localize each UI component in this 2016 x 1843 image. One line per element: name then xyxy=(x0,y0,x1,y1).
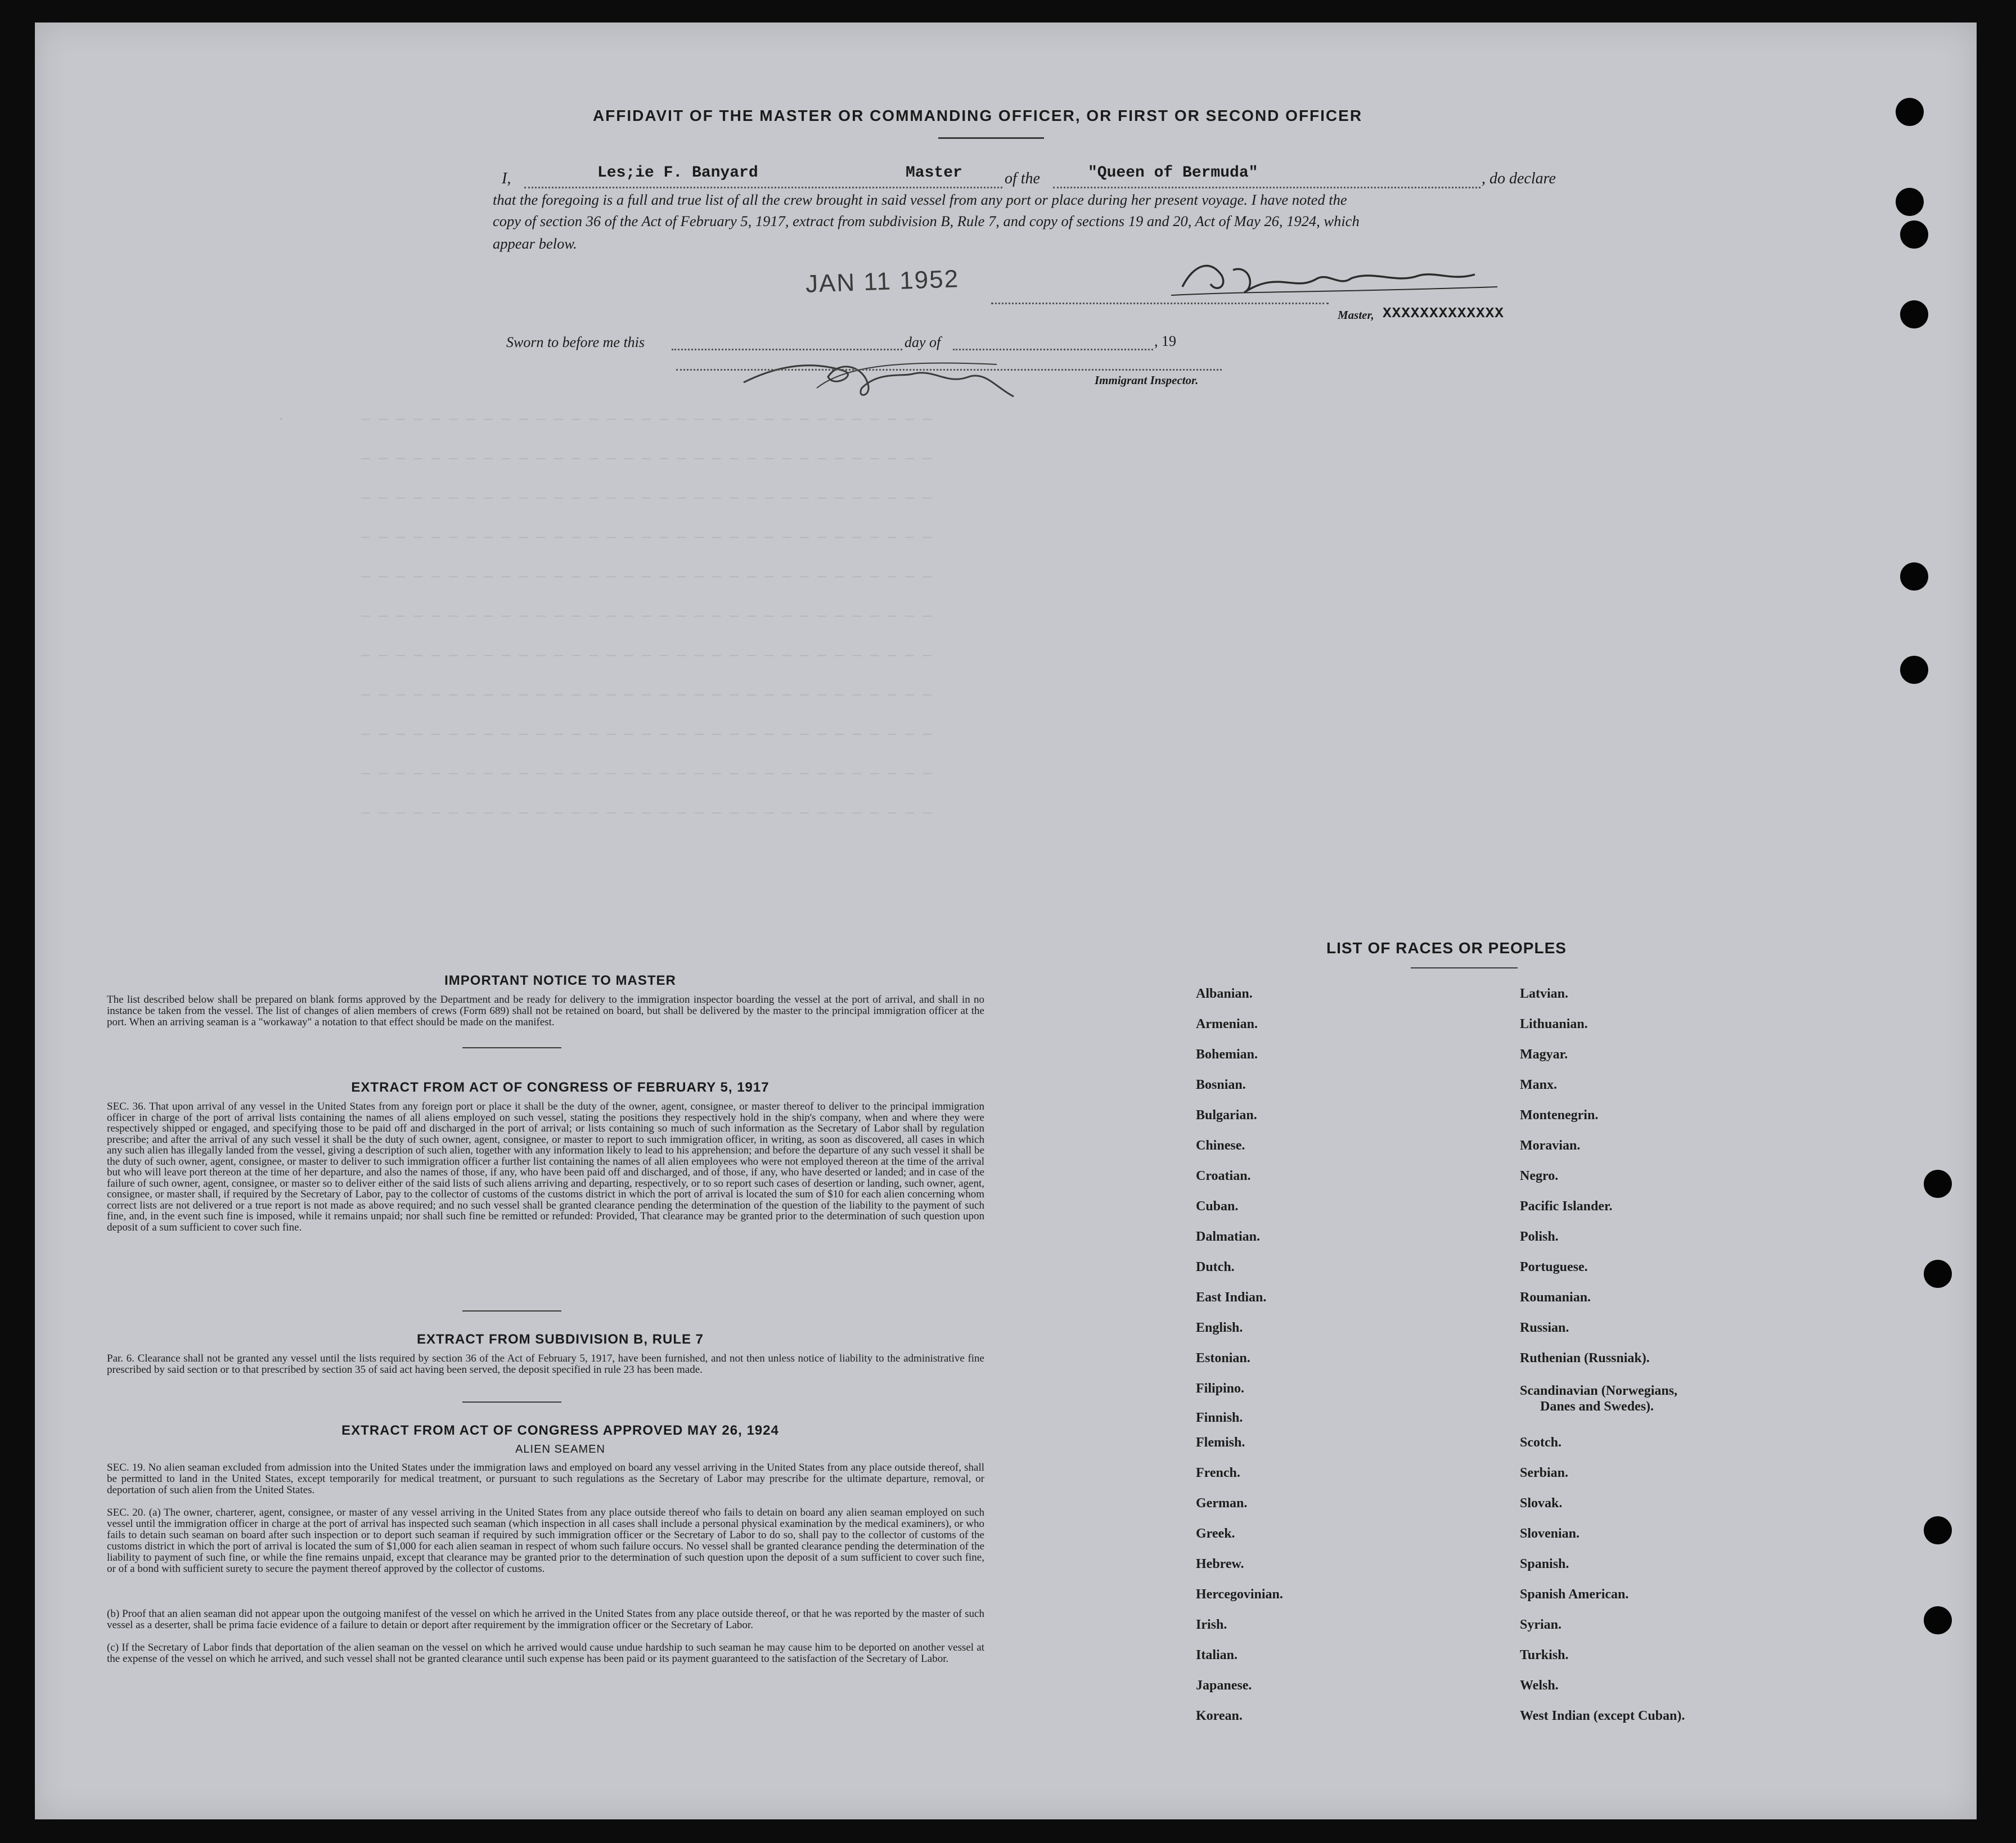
race-item: Albanian. xyxy=(1196,986,1253,1001)
vessel-name: "Queen of Bermuda" xyxy=(1088,164,1258,182)
race-item: Japanese. xyxy=(1196,1678,1252,1693)
year-label: , 19 xyxy=(1154,333,1176,349)
race-item: Syrian. xyxy=(1520,1617,1562,1632)
do-declare: , do declare xyxy=(1482,170,1556,187)
race-item: Hebrew. xyxy=(1196,1557,1244,1571)
punch-hole xyxy=(1924,1170,1952,1198)
punch-hole xyxy=(1900,300,1928,328)
punch-hole xyxy=(1924,1516,1952,1544)
race-item: Hercegovinian. xyxy=(1196,1587,1283,1602)
race-item: Dutch. xyxy=(1196,1260,1235,1274)
punch-hole xyxy=(1896,188,1924,216)
declaration-line-2: copy of section 36 of the Act of February 5, 1917, extract from subdivision B, Rule 7, and copy of sections 19 and 20, Act of May 26, 1924, which xyxy=(493,213,1360,229)
extract-1924-subtitle: ALIEN SEAMEN xyxy=(515,1443,605,1456)
sec20c-body: (c) If the Secretary of Labor finds that deportation of the alien seaman on the vessel on which he arrived would cause undue hardship to such seaman he may cause him to be deported on another vessel at the expense of the vessel on which he arrived, and such vessel shall not be granted clearance until such expense has been paid or its payment guaranteed to the satisfaction of the Secretary of Labor. xyxy=(107,1642,984,1665)
races-rule xyxy=(1411,967,1518,968)
punch-hole xyxy=(1900,220,1928,249)
race-item: Negro. xyxy=(1520,1169,1559,1183)
punch-hole xyxy=(1900,656,1928,684)
sec20b-body: (b) Proof that an alien seaman did not appear upon the outgoing manifest of the vessel on which he arrived in the United States from any place outside thereof, or that he was reported by the master of such vessel as a deserter, shall be prima facie evidence of a failure to detain or deport after requirement by the immigration officer or the Secretary of Labor. xyxy=(107,1608,984,1631)
vessel-field-line xyxy=(1053,187,1480,188)
section-rule xyxy=(462,1047,561,1048)
master-signature-line xyxy=(991,303,1329,304)
race-item: East Indian. xyxy=(1196,1290,1267,1305)
race-item: Estonian. xyxy=(1196,1351,1250,1366)
punch-hole xyxy=(1900,562,1928,591)
rule7-body: Par. 6. Clearance shall not be granted any vessel until the lists required by section 36 of the Act of February 5, 1917, have been furnished, and not then unless notice of liability to the administrative fine prescribed by said section or to that prescribed by section 35 of said act having been served, the deposit specified in rule 23 has been made. xyxy=(107,1353,984,1376)
section-rule xyxy=(462,1310,561,1312)
sworn-label: Sworn to before me this xyxy=(506,334,645,350)
race-item: Latvian. xyxy=(1520,986,1569,1001)
declaration-line-1: that the foregoing is a full and true list of all the crew brought in said vessel from any port or place during her present voyage. I have noted the xyxy=(493,191,1347,208)
race-item: Korean. xyxy=(1196,1709,1243,1723)
race-item: Welsh. xyxy=(1520,1678,1559,1693)
rule7-title: EXTRACT FROM SUBDIVISION B, RULE 7 xyxy=(416,1332,704,1347)
extract-1917-title: EXTRACT FROM ACT OF CONGRESS OF FEBRUARY 5, 1917 xyxy=(351,1080,770,1095)
race-item: Ruthenian (Russniak). xyxy=(1520,1351,1650,1366)
race-item: Pacific Islander. xyxy=(1520,1199,1613,1214)
race-item: Portuguese. xyxy=(1520,1260,1588,1274)
sec19-body: SEC. 19. No alien seaman excluded from admission into the United States under the immigration laws and employed on board any vessel arriving in the United States from any place outside thereof, shall be permitted to land in the United States, except temporarily for medical treatment, or pursuant to such regulations as the Secretary of Labor may prescribe for the ultimate departure, removal, or deportation of such alien from the United States. xyxy=(107,1462,984,1496)
race-item: Moravian. xyxy=(1520,1138,1581,1153)
race-item: Danes and Swedes). xyxy=(1540,1399,1654,1414)
master-signature xyxy=(1160,253,1509,304)
race-item: Bohemian. xyxy=(1196,1047,1258,1062)
master-name: Les;ie F. Banyard xyxy=(597,164,758,182)
declaration-line-3: appear below. xyxy=(493,235,577,252)
affidavit-title: AFFIDAVIT OF THE MASTER OR COMMANDING OFFICER, OR FIRST OR SECOND OFFICER xyxy=(592,107,1363,124)
race-item: English. xyxy=(1196,1321,1243,1335)
extract-1924-title: EXTRACT FROM ACT OF CONGRESS APPROVED MAY 26, 1924 xyxy=(341,1423,779,1438)
race-item: Slovak. xyxy=(1520,1496,1563,1511)
inspector-caption: Immigrant Inspector. xyxy=(1095,373,1199,387)
race-item: Slovenian. xyxy=(1520,1526,1580,1541)
section-rule xyxy=(462,1402,561,1403)
inspector-signature-line xyxy=(676,369,1222,371)
title-rule xyxy=(938,137,1044,139)
race-item: German. xyxy=(1196,1496,1248,1511)
race-item: Roumanian. xyxy=(1520,1290,1591,1305)
race-item: Lithuanian. xyxy=(1520,1017,1588,1031)
punch-hole xyxy=(1924,1260,1952,1288)
races-title: LIST OF RACES OR PEOPLES xyxy=(1326,939,1567,957)
race-item: Serbian. xyxy=(1520,1466,1569,1480)
rank: Master xyxy=(906,164,962,182)
race-item: Greek. xyxy=(1196,1526,1235,1541)
race-item: Armenian. xyxy=(1196,1017,1258,1031)
race-item: Montenegrin. xyxy=(1520,1108,1599,1123)
inspector-signature xyxy=(732,343,1025,411)
of-the-label: of the xyxy=(1005,170,1040,187)
race-item: Italian. xyxy=(1196,1648,1238,1662)
notice-body: The list described below shall be prepared on blank forms approved by the Department and be ready for delivery to the immigration inspector boarding the vessel at the port of arrival, and shall in no instance be taken from the vessel. The list of changes of alien members of crews (Form 689) shall not be retained on board, but shall be delivered by the master to the principal immigration officer at the port. When an arriving seaman is a "workaway" a notation to that effect should be made on the manifest. xyxy=(107,994,984,1028)
race-item: Scotch. xyxy=(1520,1435,1562,1450)
race-item: Bulgarian. xyxy=(1196,1108,1257,1123)
manifest-page: · — — — — — — — — — — — — — — — — — — — — — — — — — — — — — — — — — — — — — — — — — — — — — — — — — — — — — — — — — — — — — — — — — — — — — — — — — — — — — — — — — — — — — — — — — — — — — — — — — — — — — — — — — — — — — — — — — — — — — — — — — — — — — — — — — — — — — — — — — — — — — — — — — — — — — — — — — — — — — — — — — — — — — — — — — — — — — — — — — — — — — — — — — — — — — — — — — — — — — — — — — — — — — — — — — — — — — — — — — — — — — — — — — — — — — — — — — — — — — — — — — — — — — — — — — — — — — — — — — — — — — — — — — — — — — — — — — — — — — — — — — — — — — — — — — — — — — — — — — — — — — — — — — — — — — — — — — — — — — — — — — — — — — — — — — — — — — — — — — — — — — — — — — — — — — — — — — — — — — — — — — — — AFFIDAVIT OF THE MASTER OR COMMANDING OFFICER, OR FIRST OR SECOND OFFICER I, Les;ie F. Banyard Master of the "Queen of Bermuda" , do declare that the foregoing is a full and true list of all the crew brought in said vessel from any port or place during her present voyage. I have noted the copy of section 36 of the Act of February 5, 1917, extract from subdivision B, Rule 7, and copy of sections 19 and 20, Act of May 26, 1924, which appear below. JAN 11 1952 Master, XXXXXXXXXXXXX Sworn to before me this day of , 19 Immigrant Inspector. IMPORTANT NOTICE TO MASTER The list described below shall be prepared on blank forms approved by the Department and be ready for delivery to the immigration inspector boarding the vessel at the port of arrival, and shall in no instance be taken from the vessel. The list of changes of alien members of crews (Form 689) shall not be retained on board, but shall be delivered by the master to the principal immigration officer at the port. When an arriving seaman is a "workaway" a notation to that effect should be made on the manifest. EXTRACT FROM ACT OF CONGRESS OF FEBRUARY 5, 1917 SEC. 36. That upon arrival of any vessel in the United States from any foreign port or place it shall be the duty of the owner, agent, consignee, or master thereof to deliver to the principal immigration officer in charge of the port of arrival lists containing the names of all aliens employed on such vessel, stating the positions they respectively hold in the ship's company, when and where they were respectively shipped or engaged, and specifying those to be paid off and discharged in the port of arrival; or lists containing so much of such information as the Secretary of Labor shall by regulation prescribe; and after the arrival of any such vessel it shall be the duty of such owner, agent, consignee, or master to report to such immigration officer, in writing, as soon as discovered, all cases in which any such alien has illegally landed from the vessel, giving a description of such alien, together with any information likely to lead to his apprehension; and before the departure of any such vessel it shall be the duty of such owner, agent, consignee, or master to deliver to such immigration officer a further list containing the names of all alien employees who were not employed thereon at the time of the arrival but who will leave port thereon at the time of her departure, and also the names of those, if any, who have been paid off and discharged, and of those, if any, who have deserted or landed; and in case of the failure of such owner, agent, consignee, or master so to deliver either of the said lists of such aliens arriving and departing, respectively, or to so report such cases of desertion or landing, such owner, agent, consignee, or master shall, if required by the Secretary of Labor, pay to the collector of customs of the customs district in which the port of arrival is located the sum of $10 for each alien concerning whom correct lists are not delivered or a true report is not made as above required; and no such vessel shall be granted clearance pending the determination of the question of the liability to the payment of such fine, and, in the event such fine is imposed, while it remains unpaid; nor shall such fine be remitted or refunded: Provided, That clearance may be granted prior to the determination of such question upon deposit of a sum sufficient to cover such fine. EXTRACT FROM SUBDIVISION B, RULE 7 Par. 6. Clearance shall not be granted any vessel until the lists required by section 36 of the Act of February 5, 1917, have been furnished, and not then unless notice of liability to the administrative fine prescribed by said section or to that prescribed by section 35 of said act having been served, the deposit specified in rule 23 has been made. EXTRACT FROM ACT OF CONGRESS APPROVED MAY 26, 1924 ALIEN SEAMEN SEC. 19. No alien seaman excluded from admission into the United States under the immigration laws and employed on board any vessel arriving in the United States from any place outside thereof, shall be permitted to land in the United States, except temporarily for medical treatment, or pursuant to such regulations as the Secretary of Labor may prescribe for the ultimate departure, removal, or deportation of such alien from the United States. SEC. 20. (a) The owner, charterer, agent, consignee, or master of any vessel arriving in the United States from any place outside thereof who fails to detain on board any alien seaman employed on such vessel until the immigration officer in charge at the port of arrival has inspected such seaman (which inspection in all cases shall include a personal physical examination by the medical examiners), or who fails to detain such seaman on board after such inspection or to deport such seaman if required by such immigration officer or the Secretary of Labor to do so, shall pay to the collector of customs of the customs district in which the port of arrival is located the sum of $1,000 for each alien seaman in respect of whom such failure occurs. No vessel shall be granted clearance pending the determination of the liability to payment of such fine, or while the fine remains unpaid, except that clearance may be granted prior to the determination of such question upon the deposit of a sum sufficient to cover such fine, or of a bond with sufficient surety to secure the payment thereof approved by the collector of customs. (b) Proof that an alien seaman did not appear upon the outgoing manifest of the vessel on which he arrived in the United States from any place outside thereof, or that he was reported by the master of such vessel as a deserter, shall be prima facie evidence of a failure to detain or deport after requirement by the immigration officer or the Secretary of Labor. (c) If the Secretary of Labor finds that deportation of the alien seaman on the vessel on which he arrived would cause undue hardship to such seaman he may cause him to be deported on another vessel at the expense of the vessel on which he arrived, and such vessel shall not be granted clearance until such expense has been paid or its payment guaranteed to the satisfaction of the Secretary of Labor. LIST OF RACES OR PEOPLES Albanian. Armenian. Bohemian. Bosnian. Bulgarian. Chinese. Croatian. Cuban. Dalmatian. Dutch. East Indian. English. Estonian. Filipino. Finnish. Flemish. French. German. Greek. Hebrew. Hercegovinian. Irish. Italian. Japanese. Korean. Latvian. Lithuanian. Magyar. Manx. Montenegrin. Moravian. Negro. Pacific Islander. Polish. Portuguese. Roumanian. Russian. Ruthenian (Russniak). Scandinavian (Norwegians, Danes and Swedes). Scotch. Serbian. Slovak. Slovenian. Spanish. Spanish American. Syrian. Turkish. Welsh. West Indian (except Cuban). xyxy=(35,22,1977,1819)
sec20a-body: SEC. 20. (a) The owner, charterer, agent, consignee, or master of any vessel arriving in the United States from any place outside thereof who fails to detain on board any alien seaman employed on such vessel until the immigration officer in charge at the port of arrival has inspected such seaman (which inspection in all cases shall include a personal physical examination by the medical examiners), or who fails to detain such seaman on board after such inspection or to deport such seaman if required by such immigration officer or the Secretary of Labor to do so, shall pay to the collector of customs of the customs district in which the port of arrival is located the sum of $1,000 for each alien seaman in respect of whom such failure occurs. No vessel shall be granted clearance pending the determination of the liability to payment of such fine, or while the fine remains unpaid, except that clearance may be granted prior to the determination of such question upon the deposit of a sum sufficient to cover such fine, or of a bond with sufficient surety to secure the payment thereof approved by the collector of customs. xyxy=(107,1507,984,1575)
race-item: Dalmatian. xyxy=(1196,1229,1260,1244)
name-field-line xyxy=(524,187,1002,188)
struck-caption: XXXXXXXXXXXXX xyxy=(1383,305,1504,322)
race-item: Cuban. xyxy=(1196,1199,1239,1214)
i-label: I, xyxy=(502,170,511,187)
race-item: Magyar. xyxy=(1520,1047,1568,1062)
race-item: Polish. xyxy=(1520,1229,1559,1244)
race-item: Russian. xyxy=(1520,1321,1569,1335)
date-stamp: JAN 11 1952 xyxy=(805,265,960,298)
day-of-label: day of xyxy=(904,334,941,350)
race-item: Spanish. xyxy=(1520,1557,1569,1571)
race-item: Manx. xyxy=(1520,1078,1557,1092)
race-item: Croatian. xyxy=(1196,1169,1251,1183)
race-item: Flemish. xyxy=(1196,1435,1245,1450)
race-item: Turkish. xyxy=(1520,1648,1569,1662)
race-item: Spanish American. xyxy=(1520,1587,1629,1602)
race-item: Scandinavian (Norwegians, xyxy=(1520,1384,1678,1398)
race-item: Chinese. xyxy=(1196,1138,1245,1153)
race-item: West Indian (except Cuban). xyxy=(1520,1709,1685,1723)
race-item: Finnish. xyxy=(1196,1411,1243,1425)
punch-hole xyxy=(1924,1606,1952,1634)
race-item: Filipino. xyxy=(1196,1381,1245,1396)
notice-title: IMPORTANT NOTICE TO MASTER xyxy=(444,973,676,988)
race-item: Bosnian. xyxy=(1196,1078,1246,1092)
master-caption: Master, xyxy=(1338,308,1374,322)
race-item: Irish. xyxy=(1196,1617,1227,1632)
extract-1917-body: SEC. 36. That upon arrival of any vessel in the United States from any foreign port or place it shall be the duty of the owner, agent, consignee, or master thereof to deliver to the principal immigration officer in charge of the port of arrival lists containing the names of all aliens employed on such vessel, stating the positions they respectively hold in the ship's company, when and where they were respectively shipped or engaged, and specifying those to be paid off and discharged in the port of arrival; or lists containing so much of such information as the Secretary of Labor shall by regulation prescribe; and after the arrival of any such vessel it shall be the duty of such owner, agent, consignee, or master to report to such immigration officer, in writing, as soon as discovered, all cases in which any such alien has illegally landed from the vessel, giving a description of such alien, together with any information likely to lead to his apprehension; and before the departure of any such vessel it shall be the duty of such owner, agent, consignee, or master to deliver to such immigration officer a further list containing the names of all alien employees who were not employed thereon at the time of the arrival but who will leave port thereon at the time of her departure, and also the names of those, if any, who have been paid off and discharged, and of those, if any, who have deserted or landed; and in case of the failure of such owner, agent, consignee, or master so to deliver either of the said lists of such aliens arriving and departing, respectively, or to so report such cases of desertion or landing, such owner, agent, consignee, or master shall, if required by the Secretary of Labor, pay to the collector of customs of the customs district in which the port of arrival is located the sum of $10 for each alien concerning whom correct lists are not delivered or a true report is not made as above required; and no such vessel shall be granted clearance pending the determination of the question of the liability to the payment of such fine, and, in the event such fine is imposed, while it remains unpaid; nor shall such fine be remitted or refunded: Provided, That clearance may be granted prior to the determination of such question upon deposit of a sum sufficient to cover such fine. xyxy=(107,1101,984,1233)
race-item: French. xyxy=(1196,1466,1240,1480)
